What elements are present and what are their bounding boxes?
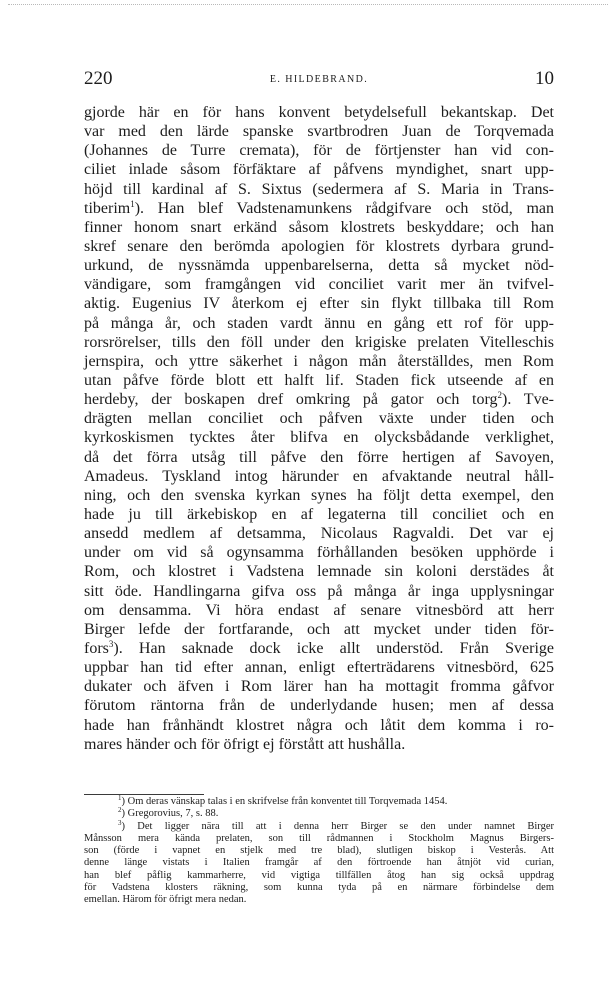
text-line — [84, 639, 554, 658]
text-line: var med den lärde spanske svartbrodren Juan de Torqvemada — [84, 123, 554, 141]
footnote-continuation: han blef påflig kammarherre, vid vigtiga tillfällen åtog han sig också uppdrag — [84, 869, 554, 881]
footnote-divider — [84, 794, 204, 795]
text-line: drägten mellan conciliet och påfven växte under tiden och — [84, 410, 554, 428]
text-line: Amadeus. Tyskland intog härunder en afvaktande neutral håll- — [84, 467, 554, 485]
footnote-continuation: denne länge vistats i Italien framgår af den förtroende han åtnjöt vid curian, — [84, 857, 554, 869]
text-line: höjd till kardinal af S. Sixtus (sedermera af S. Maria in Trans- — [84, 180, 554, 198]
text-line: på många år, och staden vardt ännu en gång ett rof för upp- — [84, 314, 554, 332]
text-line: skref senare den berömda apologien för klostrets dyrbara grund- — [84, 237, 554, 255]
footnotes — [84, 796, 554, 907]
text-line: jernspira, och yttre säkerhet i någon mån återställdes, men Rom — [84, 352, 554, 370]
text-line: under om vid så ogynsamma förhållanden besöken upphörde i — [84, 544, 554, 562]
running-head: E. HILDEBRAND. — [269, 74, 369, 85]
text-line: ciliet inlade såsom förfäktare af påfvens myndighet, snart upp- — [84, 161, 554, 179]
footnote-text: ) Det ligger nära till att i denna herr Birger se den under namnet Birger — [121, 820, 554, 832]
text-line: (Johannes de Turre cremata), för de förtjenster han vid con- — [84, 142, 554, 160]
text-line: Birger lefde der fortfarande, och att mycket under tiden för- — [84, 620, 554, 638]
footnote-text: ) Gregorovius, 7, s. 88. — [121, 808, 219, 820]
signature-mark: 10 — [535, 68, 554, 89]
footnote-marker: 3 — [118, 818, 122, 827]
footnote-marker: 1 — [118, 794, 122, 802]
text-line: då det förra utsåg till påfve den förre hertigen af Savoyen, — [84, 448, 554, 466]
text-line: rorsrörelser, tills den föll under den krigiske prelaten Vitelleschis — [84, 333, 554, 351]
footnote-continuation: son (förde i vapnet en stjelk med tre blad), slutligen biskop i Vesterås. Att — [84, 845, 554, 857]
footnote-reference: 3 — [108, 638, 114, 649]
text-line — [84, 390, 554, 409]
text-line: vändigare, som framgången vid conciliet varit mer än tvifvel- — [84, 276, 554, 294]
text-line: utan påfve förde blott ett halft lif. Staden fick utseende af en — [84, 371, 554, 389]
text-fragment: tiberim — [84, 199, 131, 217]
footnote — [84, 818, 554, 833]
text-line: förutom räntorna från de underlydande husen; men af dessa — [84, 697, 554, 715]
text-fragment: ). Tve- — [502, 391, 554, 409]
text-line: aktig. Eugenius IV återkom ej efter sin flykt tillbaka till Rom — [84, 295, 554, 313]
text-line: kyrkoskismen tycktes åter blifva en olycksbådande verklighet, — [84, 429, 554, 447]
text-line — [84, 199, 554, 218]
footnote-continuation: för Vadstena klosters räkning, som kunna tyda på en närmare förbindelse dem — [84, 882, 554, 894]
footnote-continuation: emellan. Härom för öfrigt mera nedan. — [84, 894, 247, 906]
text-line: ansedd medlem af detsamma, Nicolaus Ragvaldi. Det var ej — [84, 525, 554, 543]
footnote-reference: 2 — [497, 390, 503, 401]
scan-edge-rule — [8, 4, 608, 5]
footnote — [84, 796, 554, 808]
text-line: hade ju till ärkebiskop en af legaterna till conciliet och en — [84, 505, 554, 523]
text-fragment: herdeby, der boskapen dref omkring på gator och torg — [84, 391, 498, 409]
footnote — [84, 808, 554, 820]
footnote-reference: 1 — [130, 198, 135, 209]
page-header — [84, 68, 554, 92]
text-line: uppbar han tid efter annan, enligt efterträdarens vitnesbörd, 625 — [84, 659, 554, 677]
text-line: urkund, de nyssnämda uppenbarelserna, detta så mycket nöd- — [84, 257, 554, 275]
text-line: gjorde här en för hans konvent betydelsefull bekantskap. Det — [84, 104, 554, 121]
text-line: hade han frånhändt klostret några och låtit dem komma i ro- — [84, 716, 554, 734]
text-line: sitt öde. Handlingarna gifva oss på många år inga upplysningar — [84, 582, 554, 600]
text-line: om densamma. Vi höra endast af senare vitnesbörd att herr — [84, 601, 554, 619]
footnote-continuation: Månsson mera kända prelaten, son till rådmannen i Stockholm Magnus Birgers- — [84, 832, 554, 844]
page-number: 220 — [84, 68, 113, 89]
text-fragment: fors — [84, 639, 109, 657]
text-fragment: ). Han blef Vadstenamunkens rådgifvare och stöd, man — [134, 199, 554, 217]
text-line: dukater och äfven i Rom lärer han ha mottagit fromma gåfvor — [84, 678, 554, 696]
text-line: ning, och den svenska kyrkan synes ha följt detta exempel, den — [84, 486, 554, 504]
footnote-marker: 2 — [118, 806, 122, 815]
text-fragment: ). Han saknade dock icke allt understöd. Från Sverige — [113, 639, 554, 657]
text-line: finner honom snart erkänd såsom klostrets beskyddare; och han — [84, 218, 554, 236]
body-text — [84, 103, 554, 754]
text-line: Rom, och klostret i Vadstena lemnade sin koloni derstädes åt — [84, 563, 554, 581]
footnote-text: ) Om deras vänskap talas i en skrifvelse från konventet till Torqvemada 1454. — [121, 796, 448, 807]
text-line: mares händer och för öfrigt ej förstått att hushålla. — [84, 735, 406, 753]
